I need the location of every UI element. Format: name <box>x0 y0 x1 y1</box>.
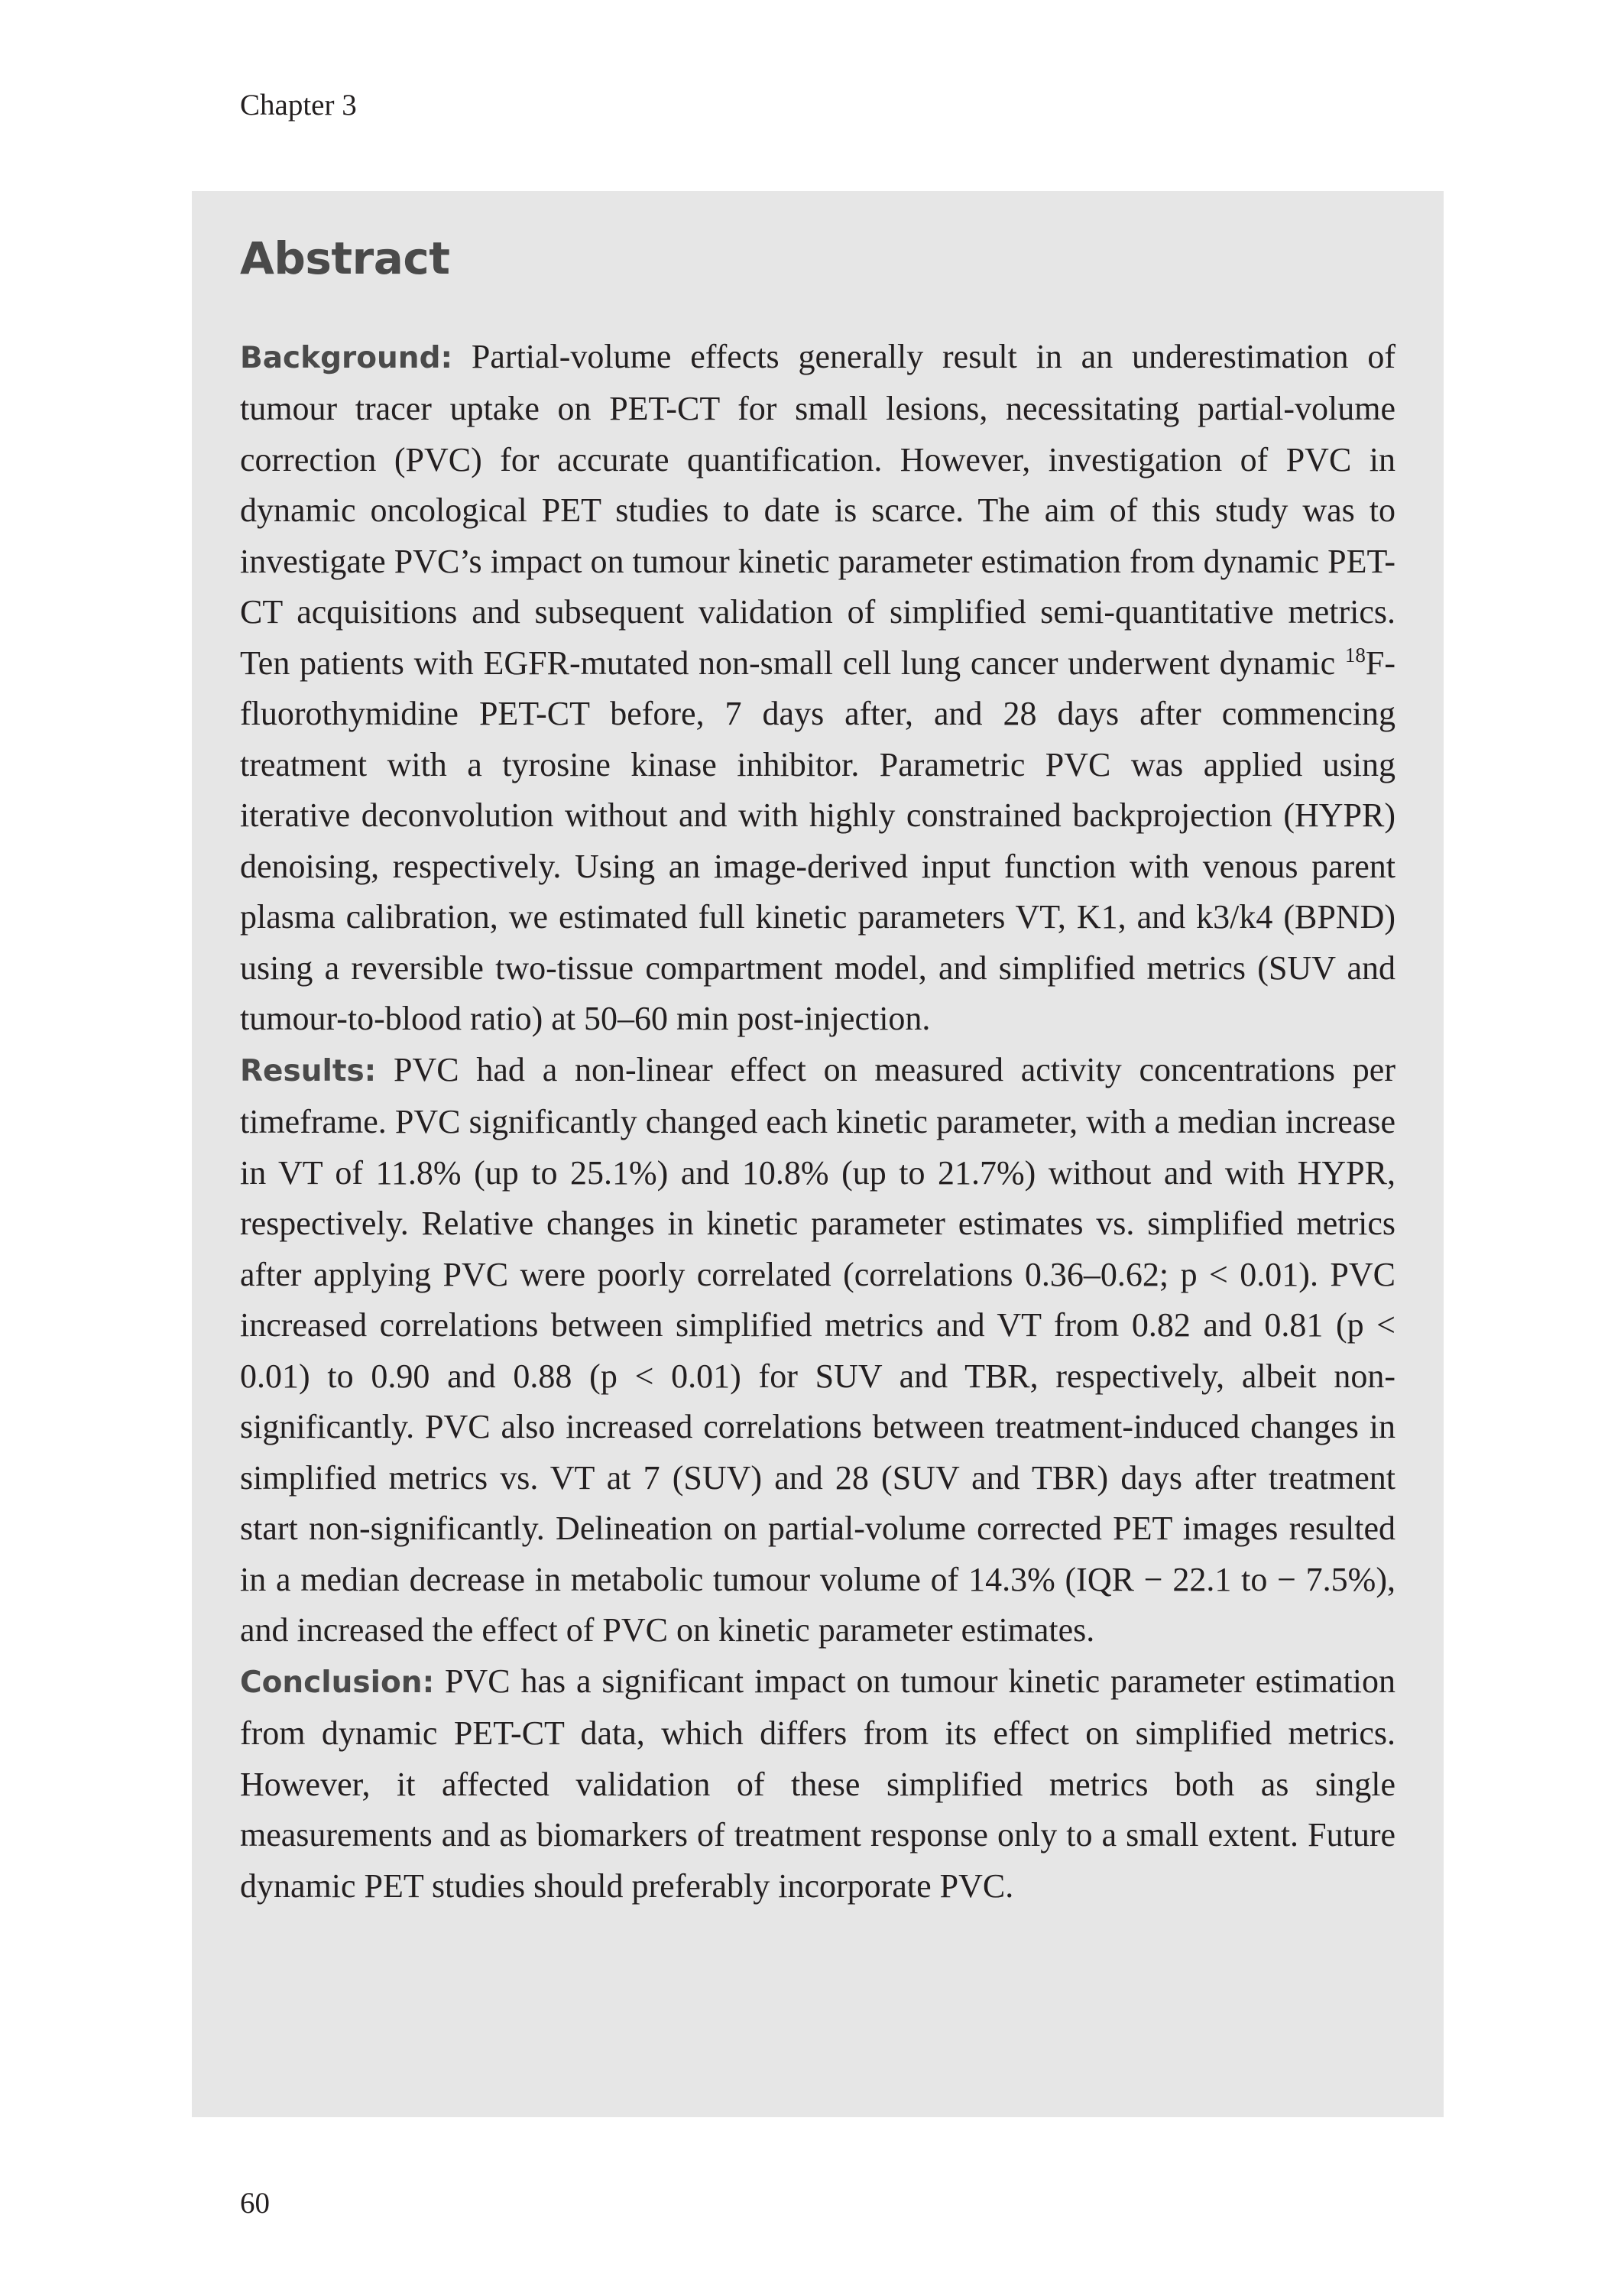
conclusion-text: PVC has a significant impact on tumour kinetic parameter estimation from dynamic PET-CT data, which differs from its effect on simplified metrics. However, it affected validation of these simplified metrics both as single measurements and as biomarkers of treatment response only to a small extent. Future dynamic PET studies should preferably incorporate PVC. <box>240 1662 1395 1905</box>
conclusion-paragraph <box>240 1656 1395 1912</box>
isotope-mass-number: 18 <box>1344 643 1366 666</box>
background-text-part-2: F-fluorothymidine PET-CT before, 7 days after, and 28 days after commencing treatment with a tyrosine kinase inhibitor. Parametric PVC was applied using iterative deconvolution without and with highly constrained backprojection (HYPR) denoising, respectively. Using an image-derived input function with venous parent plasma calibration, we estimated full kinetic parameters VT, K1, and k3/k4 (BPND) using a reversible two-tissue compartment model, and simplified metrics (SUV and tumour-to-blood ratio) at 50–60 min post-injection. <box>240 644 1395 1038</box>
background-label: Background: <box>240 340 453 375</box>
results-text: PVC had a non-linear effect on measured activity concentrations per timeframe. PVC significantly changed each kinetic parameter, with a median increase in VT of 11.8% (up to 25.1%) and 10.8% (up to 21.7%) without and with HYPR, respectively. Relative changes in kinetic parameter estimates vs. simplified metrics after applying PVC were poorly correlated (correlations 0.36–0.62; p < 0.01). PVC increased correlations between simplified metrics and VT from 0.82 and 0.81 (p < 0.01) to 0.90 and 0.88 (p < 0.01) for SUV and TBR, respectively, albeit non-significantly. PVC also increased correlations between treatment-induced changes in simplified metrics vs. VT at 7 (SUV) and 28 (SUV and TBR) days after treatment start non-significantly. Delineation on partial-volume corrected PET images resulted in a median decrease in metabolic tumour volume of 14.3% (IQR − 22.1 to − 7.5%), and increased the effect of PVC on kinetic parameter estimates. <box>240 1050 1395 1649</box>
abstract-body <box>240 332 1395 1912</box>
background-text-part-1: Partial-volume effects generally result in an underestimation of tumour tracer uptake on PET-CT for small lesions, necessitating partial-volume correction (PVC) for accurate quantification. However, investigation of PVC in dynamic oncological PET studies to date is scarce. The aim of this study was to investigate PVC’s impact on tumour kinetic parameter estimation from dynamic PET-CT acquisitions and subsequent validation of simplified semi-quantitative metrics. Ten patients with EGFR-mutated non-small cell lung cancer underwent dynamic <box>240 337 1395 682</box>
abstract-box <box>192 191 1444 2117</box>
page-number: 60 <box>240 2187 270 2220</box>
results-paragraph <box>240 1045 1395 1656</box>
results-label: Results: <box>240 1053 377 1088</box>
conclusion-label: Conclusion: <box>240 1665 435 1700</box>
abstract-title: Abstract <box>240 232 450 284</box>
running-head: Chapter 3 <box>240 89 357 122</box>
background-paragraph <box>240 332 1395 1045</box>
